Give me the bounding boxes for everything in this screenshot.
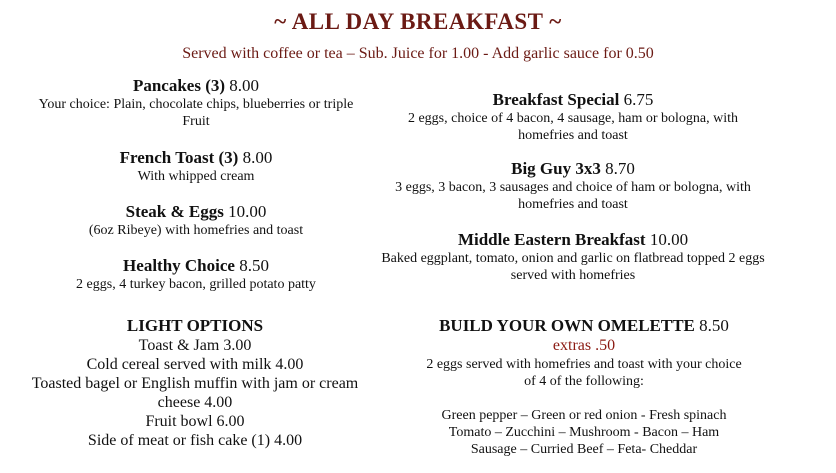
item-description: Baked eggplant, tomato, onion and garlic on flatbread topped 2 eggs served with homefries <box>381 251 765 283</box>
light-option-line: Toasted bagel or English muffin with jam or cream cheese 4.00 <box>31 375 359 411</box>
item-price: 10.00 <box>649 230 689 249</box>
item-name: Middle Eastern Breakfast <box>457 230 646 249</box>
menu-item-big-guy <box>366 158 780 213</box>
menu-item-pancakes <box>26 75 366 130</box>
light-option-line: Fruit bowl 6.00 <box>145 413 245 430</box>
item-name: Steak & Eggs <box>125 202 224 221</box>
omelette-description: 2 eggs served with homefries and toast with your choice of 4 of the following: <box>426 357 742 389</box>
topping-line: Green pepper – Green or red onion - Fresh spinach <box>441 408 727 423</box>
item-name: French Toast (3) <box>119 148 239 167</box>
item-price: 8.70 <box>605 159 635 178</box>
menu-item-french-toast <box>26 147 366 185</box>
section-heading: BUILD YOUR OWN OMELETTE <box>439 316 695 335</box>
item-description: 3 eggs, 3 bacon, 3 sausages and choice of ham or bologna, with homefries and toast <box>395 180 751 212</box>
omelette-section <box>392 315 776 458</box>
item-name: Breakfast Special <box>492 90 620 109</box>
item-name: Big Guy 3x3 <box>511 159 601 178</box>
item-price: 10.00 <box>228 202 267 221</box>
omelette-toppings <box>392 407 776 458</box>
item-price: 8.50 <box>239 256 269 275</box>
menu-item-healthy-choice <box>26 255 366 293</box>
light-option-line: Toast & Jam 3.00 <box>138 337 252 354</box>
item-price: 8.00 <box>229 76 260 95</box>
item-description: 2 eggs, choice of 4 bacon, 4 sausage, ham or bologna, with homefries and toast <box>407 111 739 143</box>
item-name: Healthy Choice <box>123 256 235 275</box>
item-price: 6.75 <box>623 90 654 109</box>
section-heading: LIGHT OPTIONS <box>126 316 264 335</box>
light-options-section <box>20 315 370 450</box>
item-price: 8.50 <box>699 316 729 335</box>
menu-item-steak-eggs <box>26 201 366 239</box>
light-option-line: Cold cereal served with milk 4.00 <box>86 356 304 373</box>
item-description: Your choice: Plain, chocolate chips, blueberries or triple Fruit <box>38 97 354 129</box>
item-price: 8.00 <box>242 148 273 167</box>
menu-item-breakfast-special <box>366 89 780 144</box>
topping-line: Tomato – Zucchini – Mushroom - Bacon – Ham <box>448 425 720 440</box>
menu-subtitle: Served with coffee or tea – Sub. Juice for 1.00 - Add garlic sauce for 0.50 <box>182 45 654 62</box>
omelette-extras: extras .50 <box>552 337 616 354</box>
light-option-line: Side of meat or fish cake (1) 4.00 <box>87 432 303 449</box>
item-description: (6oz Ribeye) with homefries and toast <box>88 223 304 238</box>
item-description: 2 eggs, 4 turkey bacon, grilled potato patty <box>76 277 316 292</box>
item-name: Pancakes (3) <box>132 76 226 95</box>
item-description: With whipped cream <box>137 169 255 184</box>
menu-title: ~ ALL DAY BREAKFAST ~ <box>274 9 562 34</box>
menu-item-middle-eastern <box>366 229 780 284</box>
topping-line: Sausage – Curried Beef – Feta- Cheddar <box>470 442 698 457</box>
